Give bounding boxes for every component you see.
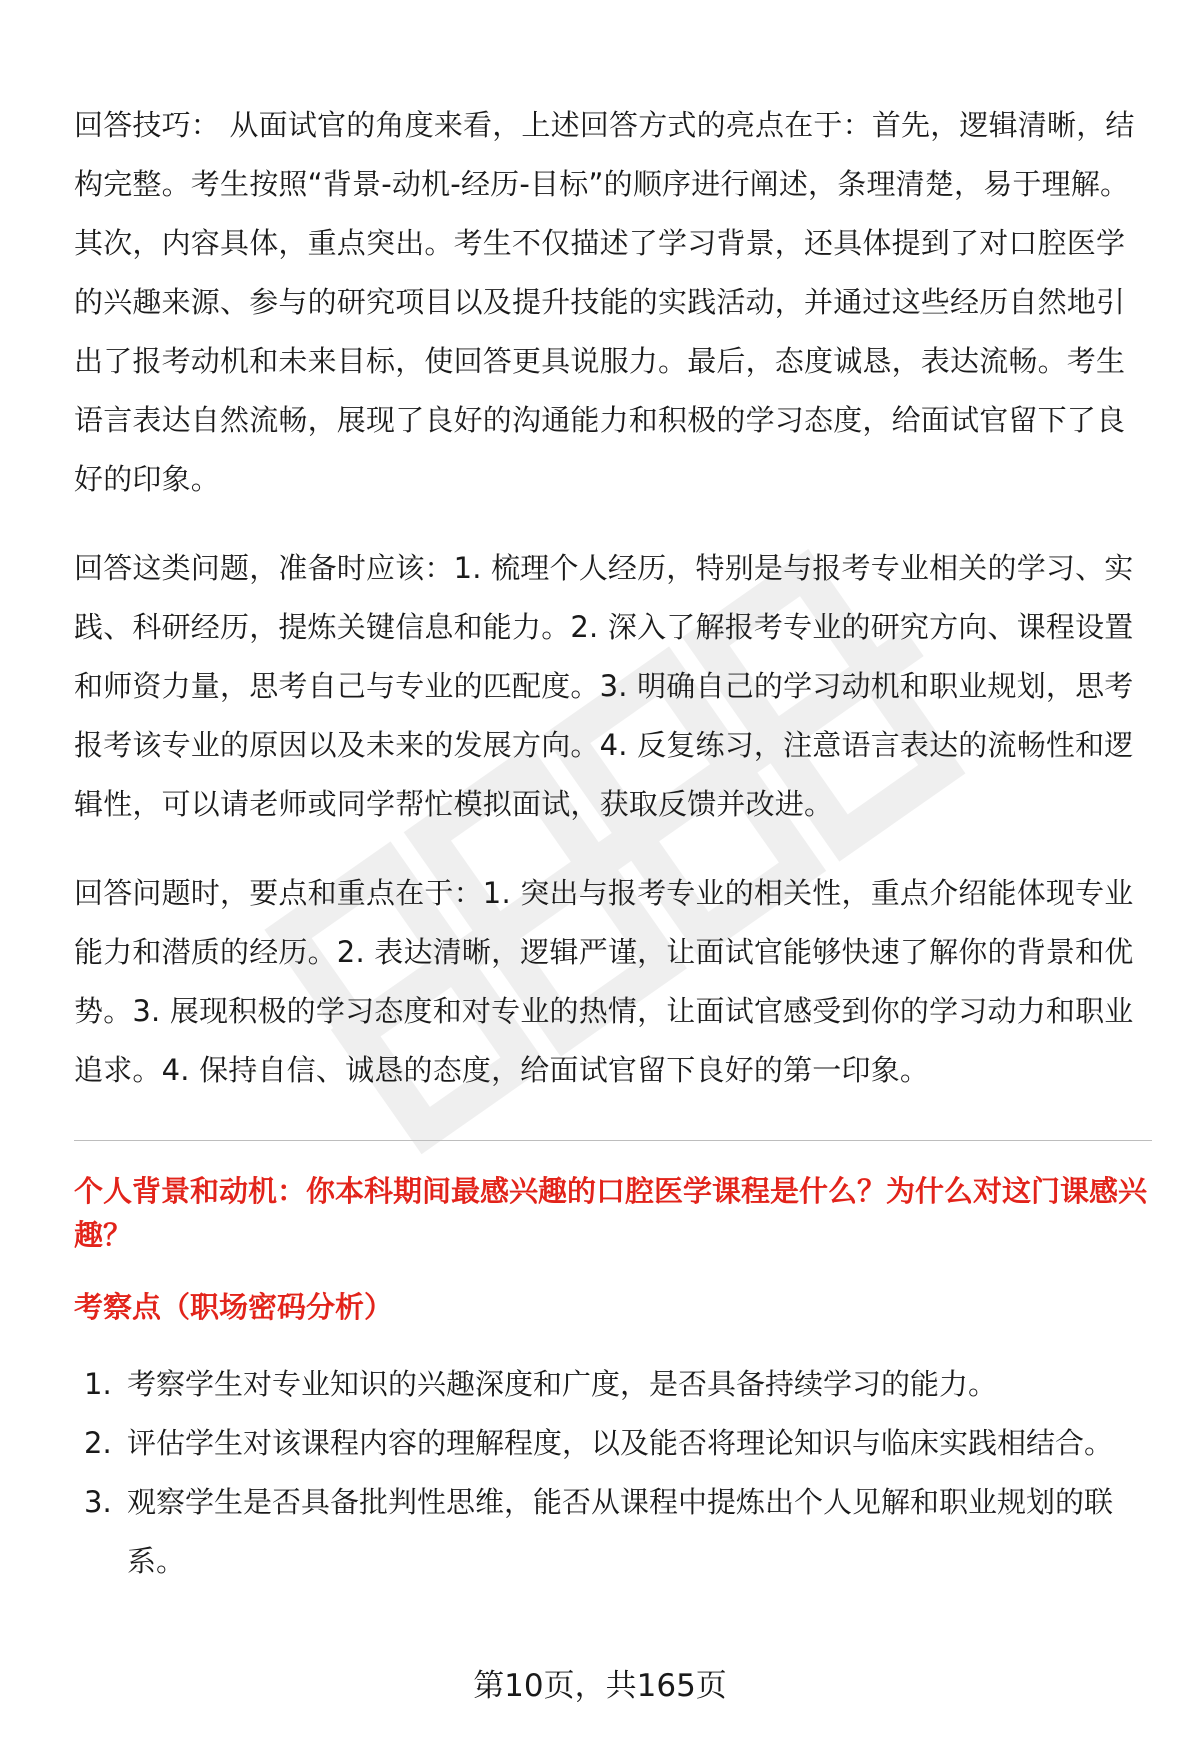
list-item-text: 评估学生对该课程内容的理解程度，以及能否将理论知识与临床实践相结合。 xyxy=(127,1426,1114,1460)
section-divider xyxy=(74,1140,1152,1141)
paragraph-answer-tips: 回答技巧： 从面试官的角度来看，上述回答方式的亮点在于：首先，逻辑清晰，结构完整。考生按照“背景-动机-经历-目标”的顺序进行阐述，条理清楚，易于理解。其次，内容具体，重点突出。考生不仅描述了学习背景，还具体提到了对口腔医学的兴趣来源、参与的研究项目以及提升技能的实践活动，并通过这些经历自然地引出了报考动机和未来目标，使回答更具说服力。最后，态度诚恳，表达流畅。考生语言表达自然流畅，展现了良好的沟通能力和积极的学习态度，给面试官留下了良好的印象。 xyxy=(74,108,1135,496)
list-item-number: 1. xyxy=(84,1367,112,1401)
page-number-footer: 第10页，共165页 xyxy=(473,1668,727,1704)
paragraph-key-points: 回答问题时，要点和重点在于：1. 突出与报考专业的相关性，重点介绍能体现专业能力和潜质的经历。2. 表达清晰，逻辑严谨，让面试官能够快速了解你的背景和优势。3. 展现积极的学习态度和对专业的热情，让面试官感受到你的学习动力和职业追求。4. 保持自信、诚恳的态度，给面试官留下良好的第一印象。 xyxy=(74,876,1134,1087)
paragraph-preparation: 回答这类问题，准备时应该：1. 梳理个人经历，特别是与报考专业相关的学习、实践、科研经历，提炼关键信息和能力。2. 深入了解报考专业的研究方向、课程设置和师资力量，思考自己与专业的匹配度。3. 明确自己的学习动机和职业规划，思考报考该专业的原因以及未来的发展方向。4. 反复练习，注意语言表达的流畅性和逻辑性，可以请老师或同学帮忙模拟面试，获取反馈并改进。 xyxy=(74,551,1134,821)
list-item xyxy=(74,1473,1152,1591)
document-page xyxy=(74,96,1152,1591)
assessment-list xyxy=(74,1355,1152,1591)
list-item-number: 3. xyxy=(84,1485,112,1519)
list-item-number: 2. xyxy=(84,1426,112,1460)
list-item xyxy=(74,1355,1152,1414)
list-item-text: 观察学生是否具备批判性思维，能否从课程中提炼出个人见解和职业规划的联系。 xyxy=(127,1485,1114,1578)
list-item xyxy=(74,1414,1152,1473)
question-heading: 个人背景和动机：你本科期间最感兴趣的口腔医学课程是什么？为什么对这门课感兴趣？ xyxy=(74,1174,1148,1252)
subheading-assessment: 考察点（职场密码分析） xyxy=(74,1290,394,1324)
list-item-text: 考察学生对专业知识的兴趣深度和广度，是否具备持续学习的能力。 xyxy=(127,1367,998,1401)
